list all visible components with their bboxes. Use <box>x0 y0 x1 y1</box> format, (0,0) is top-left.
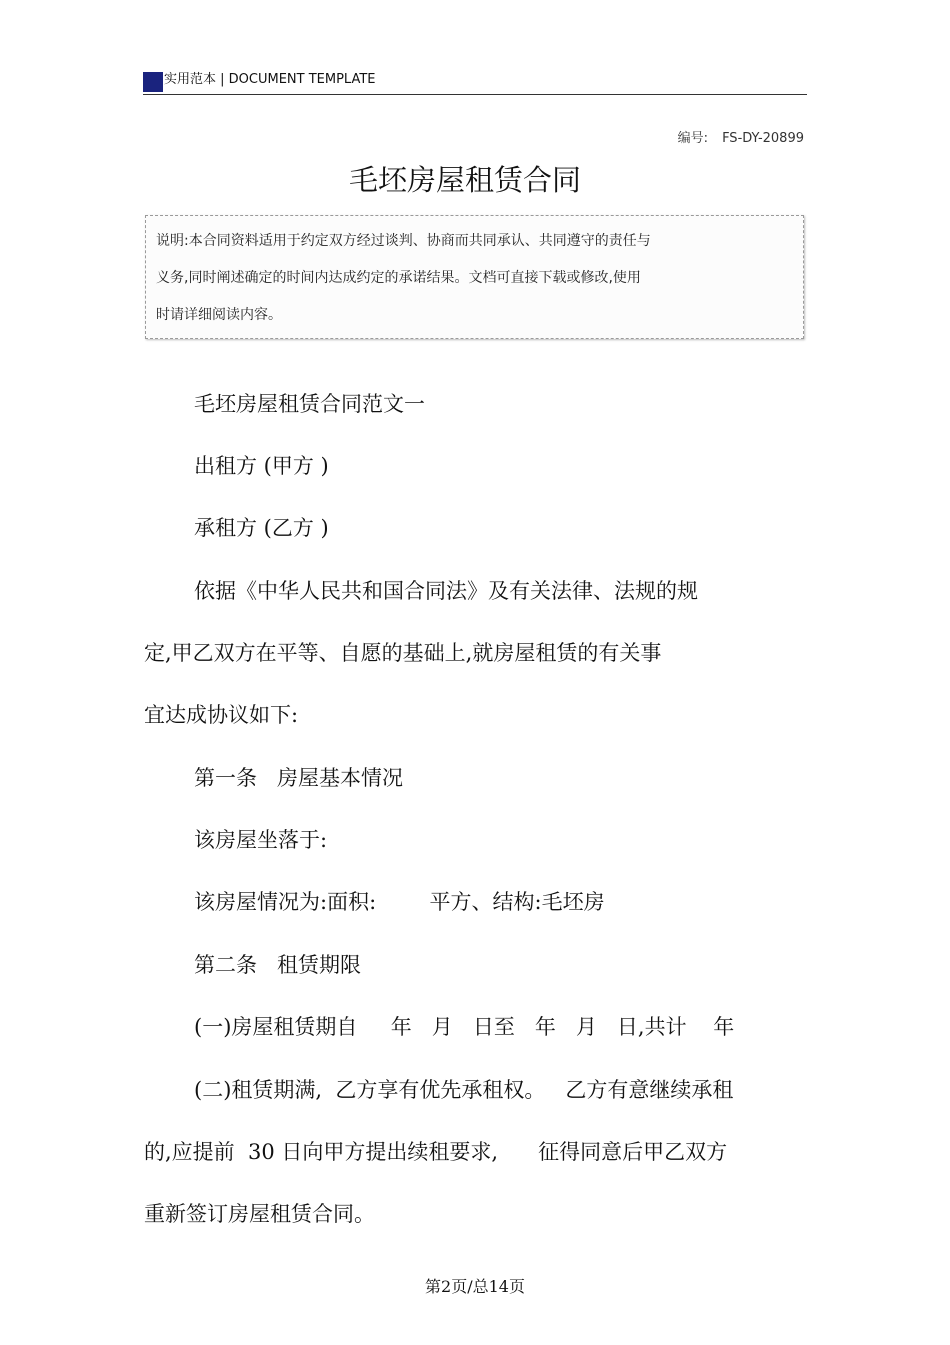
header-text: 实用范本 | DOCUMENT TEMPLATE <box>164 72 376 87</box>
body-paragraph: 定,甲乙双方在平等、自愿的基础上,就房屋租赁的有关事 <box>144 641 662 665</box>
description-box <box>145 215 804 339</box>
document-number <box>678 127 804 146</box>
body-heading: 毛坯房屋租赁合同范文一 <box>194 392 425 416</box>
document-title: 毛坯房屋租赁合同 <box>348 163 581 197</box>
body-paragraph: 该房屋情况为:面积: 平方、结构:毛坯房 <box>194 890 605 914</box>
body-paragraph: (一)房屋租赁期自 年 月 日至 年 月 日,共计 年 <box>194 1015 735 1039</box>
article-heading: 第二条 租赁期限 <box>194 953 362 977</box>
description-line: 说明:本合同资料适用于约定双方经过谈判、协商而共同承认、共同遵守的责任与 <box>156 233 651 249</box>
document-number-label: 编号: <box>677 131 709 146</box>
document-number-value: FS-DY-20899 <box>722 131 804 146</box>
description-line: 时请详细阅读内容。 <box>156 307 282 323</box>
description-line: 义务,同时阐述确定的时间内达成约定的承诺结果。文档可直接下载或修改,使用 <box>156 270 641 286</box>
body-paragraph: 出租方 (甲方 ) <box>194 454 329 478</box>
article-heading: 第一条 房屋基本情况 <box>194 766 404 790</box>
page-header <box>143 68 807 95</box>
body-paragraph: 承租方 (乙方 ) <box>194 516 329 540</box>
page-number: 第2页/总14页 <box>425 1277 525 1296</box>
body-paragraph: 该房屋坐落于: <box>194 828 328 852</box>
body-paragraph: 的,应提前 30 日向甲方提出续租要求, 征得同意后甲乙双方 <box>144 1140 728 1164</box>
body-paragraph: 宜达成协议如下: <box>144 703 299 727</box>
body-paragraph: 重新签订房屋租赁合同。 <box>144 1202 375 1226</box>
body-paragraph: (二)租赁期满, 乙方享有优先承租权。 乙方有意继续承租 <box>194 1078 734 1102</box>
template-logo-icon <box>143 72 163 92</box>
body-paragraph: 依据《中华人民共和国合同法》及有关法律、法规的规 <box>194 579 698 603</box>
